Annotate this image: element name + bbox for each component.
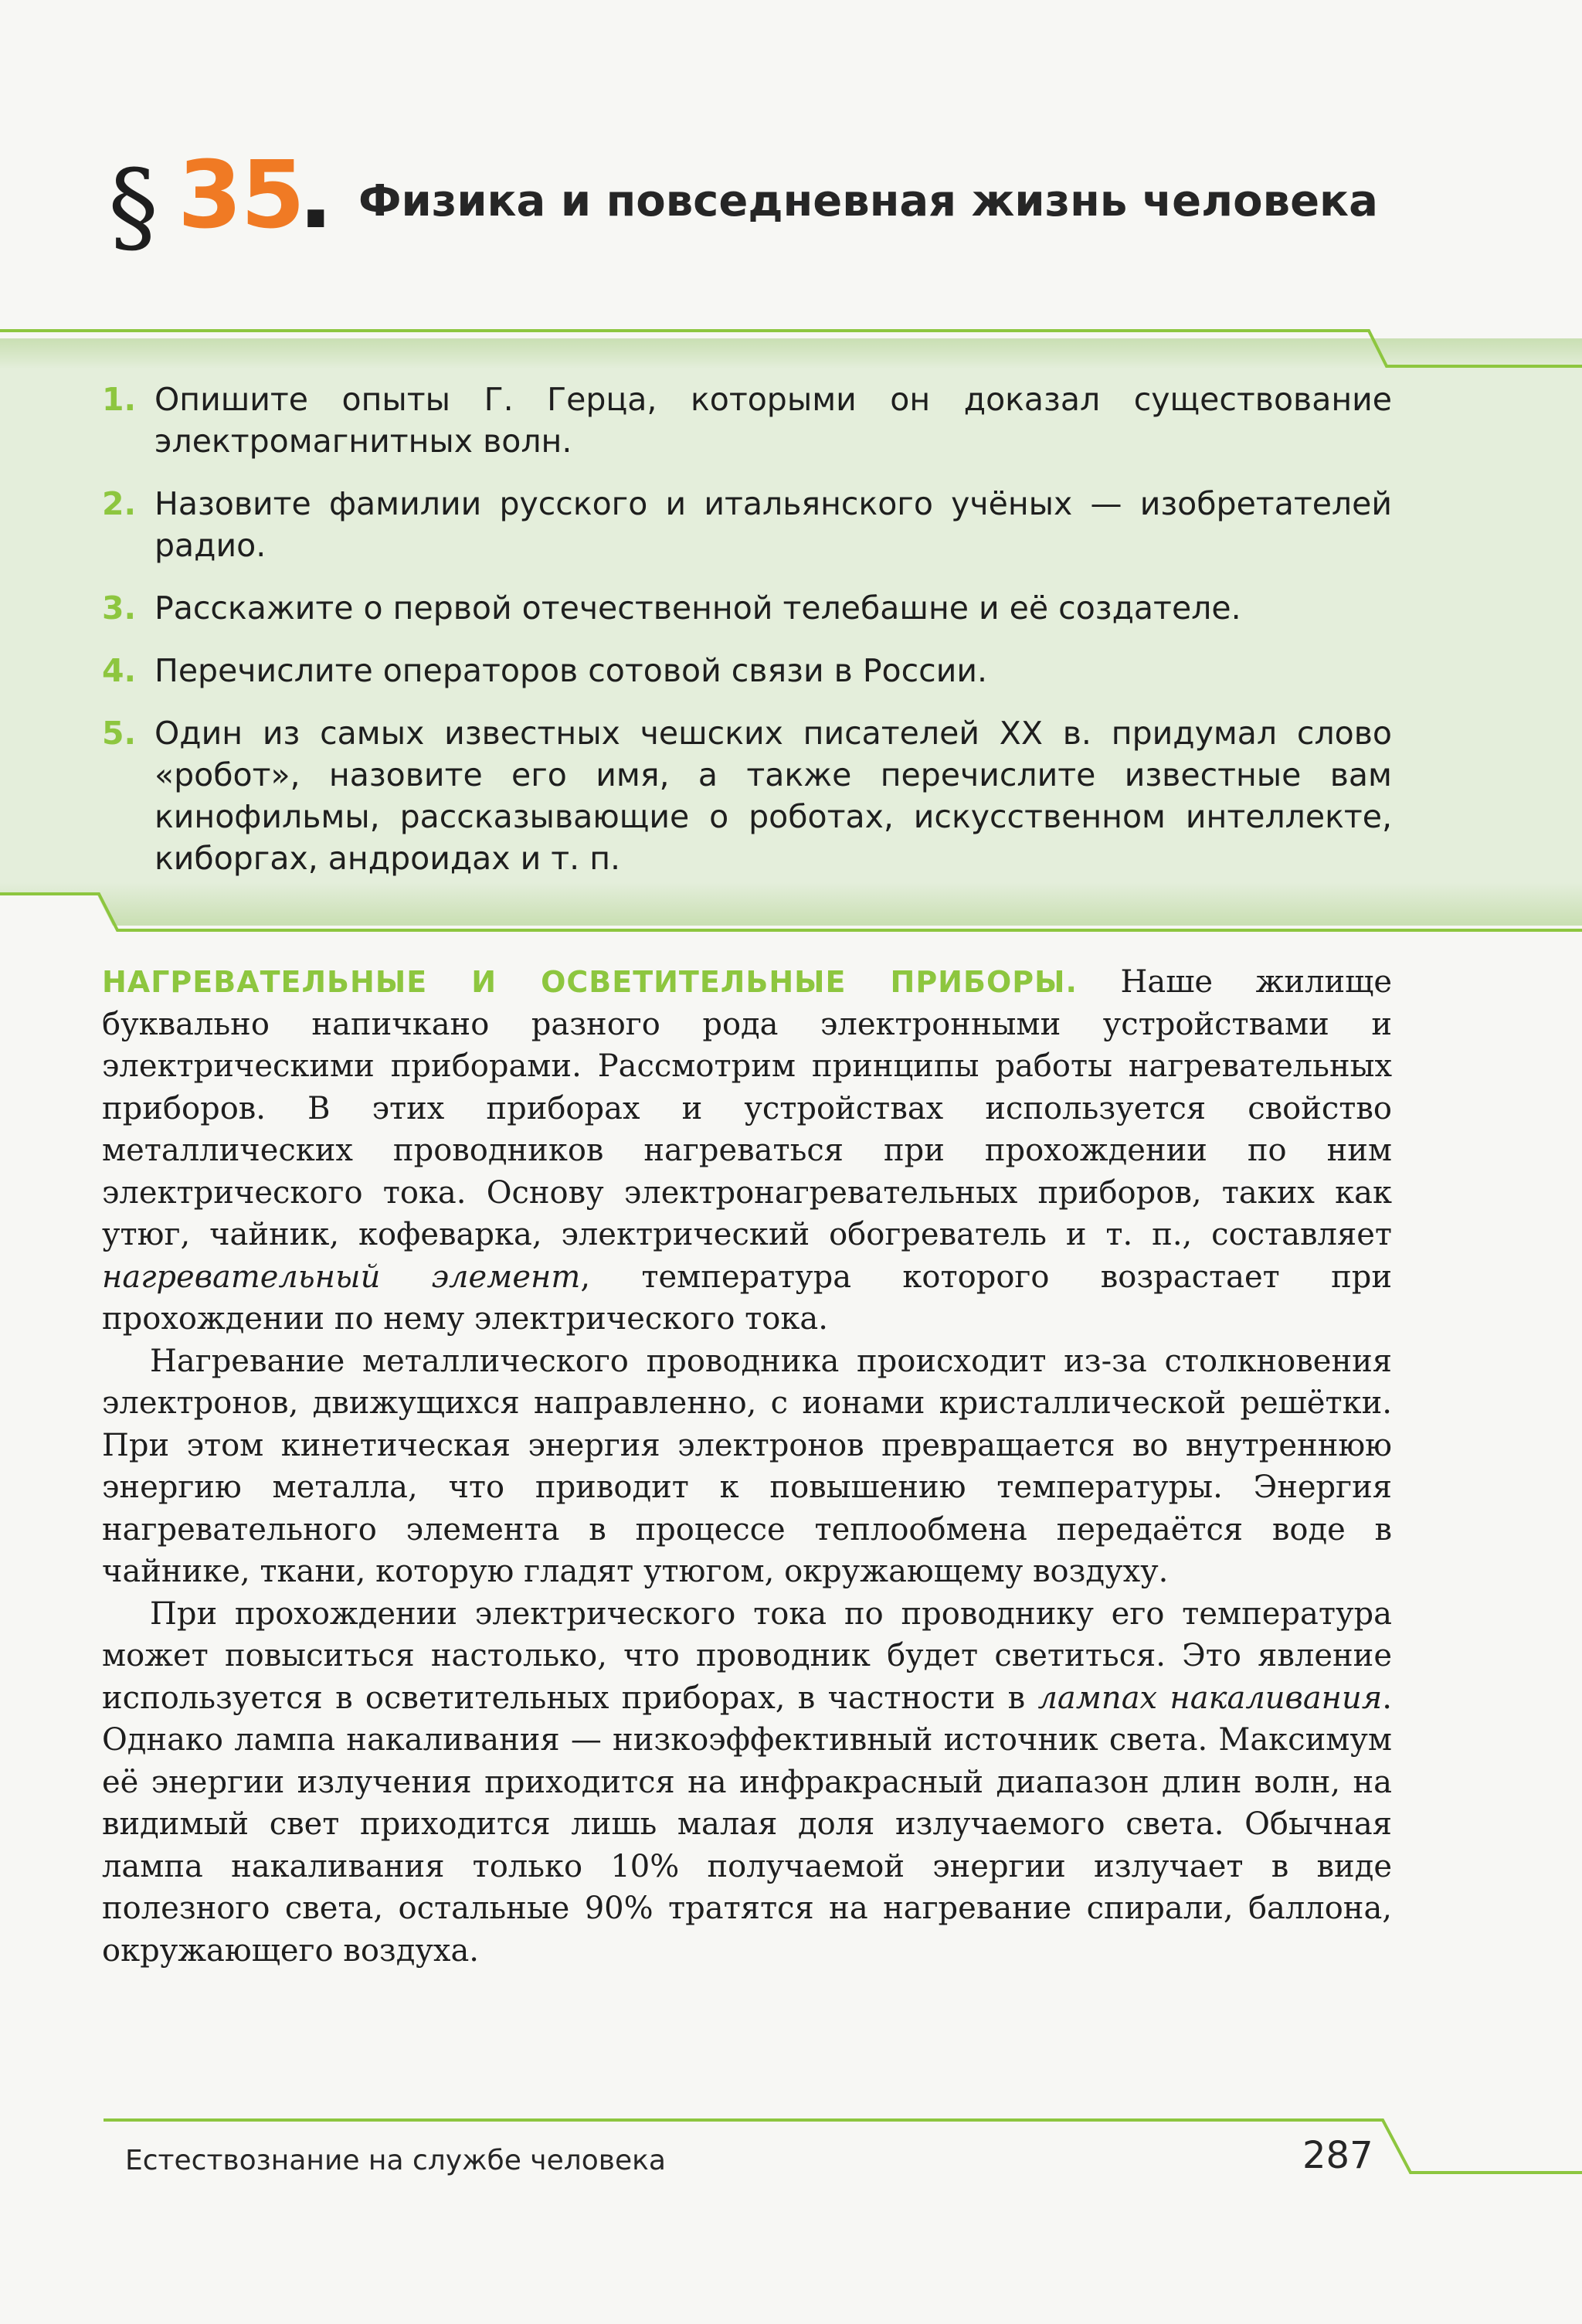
paragraph-text: Нагревание металлического проводника происходит из-за столкновения электронов, движущихся направленно, с ионами кристаллической решётки. При этом кинетическая энергия электронов превращается во внутреннюю энергию металла, что приводит к повышению температуры. Энергия нагревательного элемента в процессе теплообмена передаётся воде в чайнике, ткани, которую гладят утюгом, окружающему воздуху. xyxy=(102,1343,1392,1589)
question-number: 1. xyxy=(102,381,137,418)
section-sign: § xyxy=(108,148,158,265)
question-item xyxy=(102,379,1392,462)
questions-list xyxy=(102,379,1392,900)
question-number: 2. xyxy=(102,485,137,522)
paragraph-lighting xyxy=(102,1593,1392,1972)
running-title: Естествознание на службе человека xyxy=(125,2145,666,2176)
section-number: 35 xyxy=(178,142,304,250)
question-number: 5. xyxy=(102,715,137,752)
question-number: 4. xyxy=(102,652,137,689)
question-text: Назовите фамилии русского и итальянского учёных — изобретателей радио. xyxy=(154,485,1392,564)
paragraph-heating-devices xyxy=(102,961,1392,1340)
italic-term: нагревательный элемент xyxy=(102,1259,581,1295)
paragraph-text: , температура которого возрастает при прохождении по нему электрического тока. xyxy=(102,1259,1392,1337)
paragraph-text: Наше жилище буквально напичкано разного рода электронными устройствами и электрическими приборами. Рассмотрим принципы работы нагревательных приборов. В этих приборах и устройствах используется свойство металлических проводников нагреваться при прохождении по ним электрического тока. Основу электронагревательных приборов, таких как утюг, чайник, кофеварка, электрический обогреватель и т. п., составляет xyxy=(102,964,1393,1252)
question-text: Перечислите операторов сотовой связи в России. xyxy=(154,652,988,689)
question-text: Один из самых известных чешских писателей XX в. придумал слово «робот», назовите его имя, а также перечислите известные вам кинофильмы, рассказывающие о роботах, искусственном интеллекте, киборгах, андроидах и т. п. xyxy=(154,715,1392,877)
section-header xyxy=(100,116,1491,309)
question-number: 3. xyxy=(102,589,137,627)
body-text xyxy=(102,961,1392,1972)
question-item xyxy=(102,712,1392,879)
page-number: 287 xyxy=(1302,2134,1373,2177)
question-item xyxy=(102,483,1392,566)
question-item xyxy=(102,650,1392,691)
question-item xyxy=(102,587,1392,629)
italic-term: лампах накаливания xyxy=(1037,1680,1383,1716)
subsection-heading: НАГРЕВАТЕЛЬНЫЕ И ОСВЕТИТЕЛЬНЫЕ ПРИБОРЫ. xyxy=(102,965,1078,999)
section-title: Физика и повседневная жизнь человека xyxy=(358,176,1378,226)
paragraph-text: . Однако лампа накаливания — низкоэффективный источник света. Максимум её энергии излучения приходится на инфракрасный диапазон длин волн, на видимый свет приходится лишь малая доля излучаемого света. Обычная лампа накаливания только 10% получаемой энергии излучает в виде полезного света, остальные 90% тратятся на нагревание спирали, баллона, окружающего воздуха. xyxy=(102,1680,1392,1969)
question-text: Расскажите о первой отечественной телебашне и её создателе. xyxy=(154,589,1241,627)
section-dot: . xyxy=(298,142,334,250)
paragraph-heating-mechanism xyxy=(102,1340,1392,1593)
question-text: Опишите опыты Г. Герца, которыми он доказал существование электромагнитных волн. xyxy=(154,381,1392,460)
paragraph-text: При прохождении электрического тока по проводнику его температура может повыситься настолько, что проводник будет светиться. Это явление используется в осветительных приборах, в частности в xyxy=(102,1595,1392,1716)
